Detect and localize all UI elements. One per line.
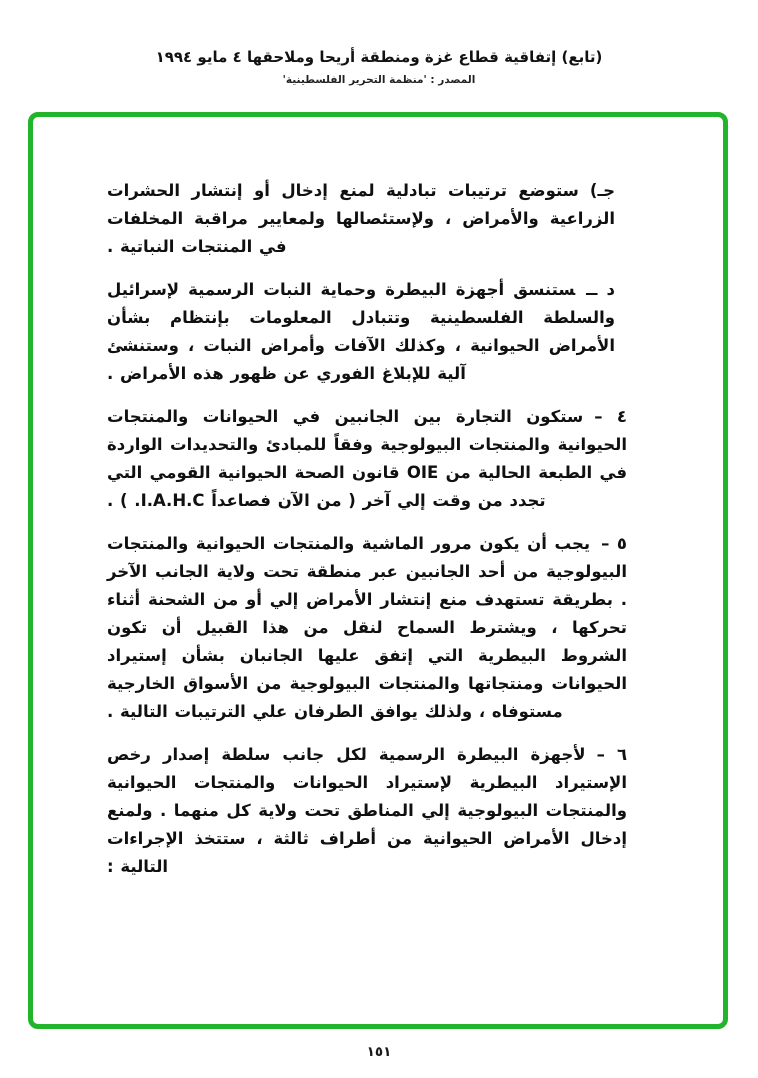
list-item-4	[107, 403, 627, 515]
list-item-text: ستنسق أجهزة البيطرة وحماية النبات الرسمية لإسرائيل والسلطة الفلسطينية وتتبادل المعلومات بإنتظام بشأن الأمراض الحيوانية ، وكذلك الآفات وأمراض النبات ، وستنشئ آلية للإبلاغ الفوري عن ظهور هذه الأمراض .	[107, 280, 615, 383]
list-item-marker: د ــ	[586, 280, 615, 299]
document-header	[0, 48, 758, 86]
list-item-marker: ٥ –	[601, 534, 627, 553]
list-item-marker: جـ)	[589, 181, 615, 200]
list-item-jeem	[107, 177, 627, 261]
document-body	[107, 177, 627, 896]
page-number: ١٥١	[366, 1044, 392, 1060]
content-border-box	[28, 112, 728, 1029]
list-item-marker: ٤ –	[594, 407, 627, 426]
list-item-text: ستكون التجارة بين الجانبين في الحيوانات والمنتجات الحيوانية والمنتجات البيولوجية وفقاً للمبادئ والتحديدات الواردة في الطبعة الحالية من OIE قانون الصحة الحيوانية القومي التي تجدد من وقت إلي آخر ( من الآن فصاعداً I.A.H.C. ) .	[107, 407, 628, 510]
list-item-text: ستوضع ترتيبات تبادلية لمنع إدخال أو إنتشار الحشرات الزراعية والأمراض ، ولإستئصالها ولمعايير مراقبة المخلفات في المنتجات النباتية .	[107, 181, 615, 256]
list-item-text: يجب أن يكون مرور الماشية والمنتجات الحيوانية والمنتجات البيولوجية من أحد الجانبين عبر منطقة تحت ولاية الجانب الآخر . بطريقة تستهدف منع إنتشار الأمراض إلي أو من الشحنة أثناء تحركها ، ويشترط السماح لنقل من هذا القبيل أن تكون الشروط البيطرية التي إتفق عليها الجانبان بشأن إستيراد الحيوانات ومنتجاتها والمنتجات البيولوجية من الأسواق الخارجية مستوفاه ، ولذلك يوافق الطرفان علي الترتيبات التالية .	[107, 534, 627, 721]
header-title: (تابع) إتفاقية قطاع غزة ومنطقة أريحا وملاحقها ٤ مايو ١٩٩٤	[155, 48, 603, 66]
list-item-5	[107, 530, 627, 726]
header-source-line: المصدر : 'منظمة التحرير الفلسطينية'	[282, 74, 476, 86]
list-item-marker: ٦ –	[596, 745, 628, 764]
list-item-6	[107, 741, 627, 881]
list-item-text: لأجهزة البيطرة الرسمية لكل جانب سلطة إصدار رخص الإستيراد البيطرية لإستيراد الحيوانات والمنتجات الحيوانية والمنتجات البيولوجية إلي المناطق تحت ولاية كل منهما . ولمنع إدخال الأمراض الحيوانية من أطراف ثالثة ، ستتخذ الإجراءات التالية :	[107, 745, 627, 876]
list-item-dal	[107, 276, 627, 388]
